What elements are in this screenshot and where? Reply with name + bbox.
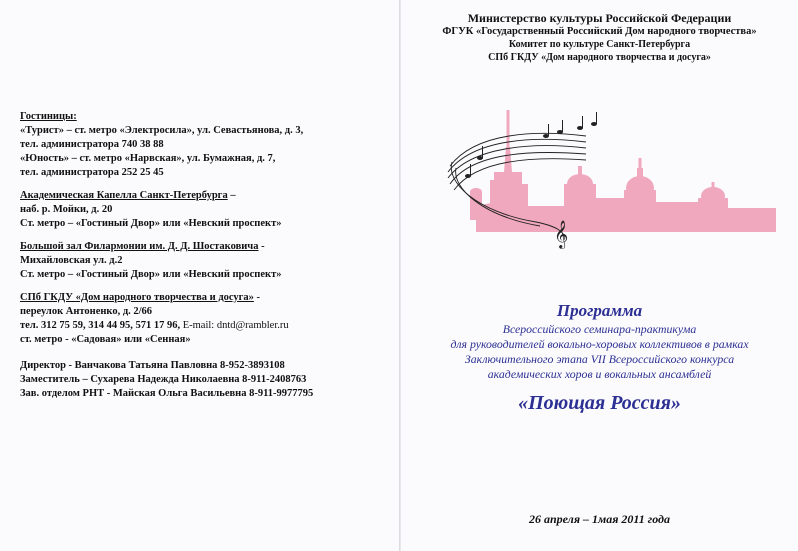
hotel-turist: «Турист» – ст. метро «Электросила», ул. Севастьянова, д. 3, (20, 125, 304, 136)
program-title: Программа (556, 301, 643, 320)
philharmonic-metro: Ст. метро – «Гостиный Двор» или «Невский проспект» (20, 269, 282, 280)
hotel-yunost: «Юность» – ст. метро «Нарвская», ул. Бумажная, д. 7, (20, 153, 276, 164)
head-rnt-line: Зав. отделом РНТ - Майская Ольга Васильевна 8-911-9977795 (20, 388, 314, 399)
hotel-turist-phone: тел. администратора 740 38 88 (20, 139, 164, 150)
dnt-dash: - (253, 292, 261, 303)
hotels-heading: Гостиницы: (20, 111, 77, 122)
kapella-name: Академическая Капелла Санкт-Петербурга (20, 190, 228, 201)
event-dates: 26 апреля – 1мая 2011 года (528, 512, 670, 526)
treble-clef-icon: 𝄞 (554, 220, 569, 248)
hotels-block (20, 110, 390, 180)
philharmonic-name: Большой зал Филармонии им. Д. Д. Шостаковича (20, 241, 259, 252)
ministry-line: Министерство культуры Российской Федерации (467, 11, 732, 25)
kapella-dash: – (227, 190, 236, 201)
contacts-column (20, 110, 390, 410)
page-fold (399, 0, 401, 551)
director-line: Директор - Ванчакова Татьяна Павловна 8-952-3893108 (20, 360, 285, 371)
staff-block (20, 359, 390, 401)
philharmonic-dash: - (258, 241, 265, 252)
fguk-line: ФГУК «Государственный Российский Дом народного творчества» (442, 26, 757, 37)
dnt-phone: тел. 312 75 59, 314 44 95, 571 17 96, (20, 320, 181, 331)
kapella-metro: Ст. метро – «Гостиный Двор» или «Невский проспект» (20, 218, 282, 229)
dnt-metro: ст. метро - «Садовая» или «Сенная» (20, 334, 191, 345)
skyline-icon (470, 110, 776, 232)
committee-line: Комитет по культуре Санкт-Петербурга (508, 39, 691, 50)
program-line-4: академических хоров и вокальных ансамблей (487, 367, 712, 381)
program-line-3: Заключительного этапа VII Всероссийского конкурса (464, 352, 735, 366)
dnt-address: переулок Антоненко, д. 2/66 (20, 306, 153, 317)
kapella-block (20, 189, 390, 231)
organizers-header (401, 12, 798, 64)
dnt-name: СПб ГКДУ «Дом народного творчества и досуга» (20, 292, 254, 303)
dnt-header-line: СПб ГКДУ «Дом народного творчества и досуга» (488, 52, 711, 63)
philharmonic-block (20, 240, 390, 282)
program-section (401, 300, 798, 415)
program-line-2: для руководителей вокально-хоровых коллективов в рамках (450, 337, 749, 351)
deputy-line: Заместитель – Сухарева Надежда Николаевна 8-911-2408763 (20, 374, 307, 385)
program-line-1: Всероссийского семинара-практикума (502, 322, 697, 336)
right-page (401, 0, 798, 551)
dnt-email: E-mail: dntd@rambler.ru (182, 320, 289, 331)
kapella-address: наб. р. Мойки, д. 20 (20, 204, 113, 215)
philharmonic-address: Михайловская ул. д.2 (20, 255, 123, 266)
dnt-block (20, 291, 390, 347)
skyline-music-illustration (436, 102, 776, 252)
contest-name: «Поющая Россия» (518, 392, 681, 414)
hotel-yunost-phone: тел. администратора 252 25 45 (20, 167, 164, 178)
